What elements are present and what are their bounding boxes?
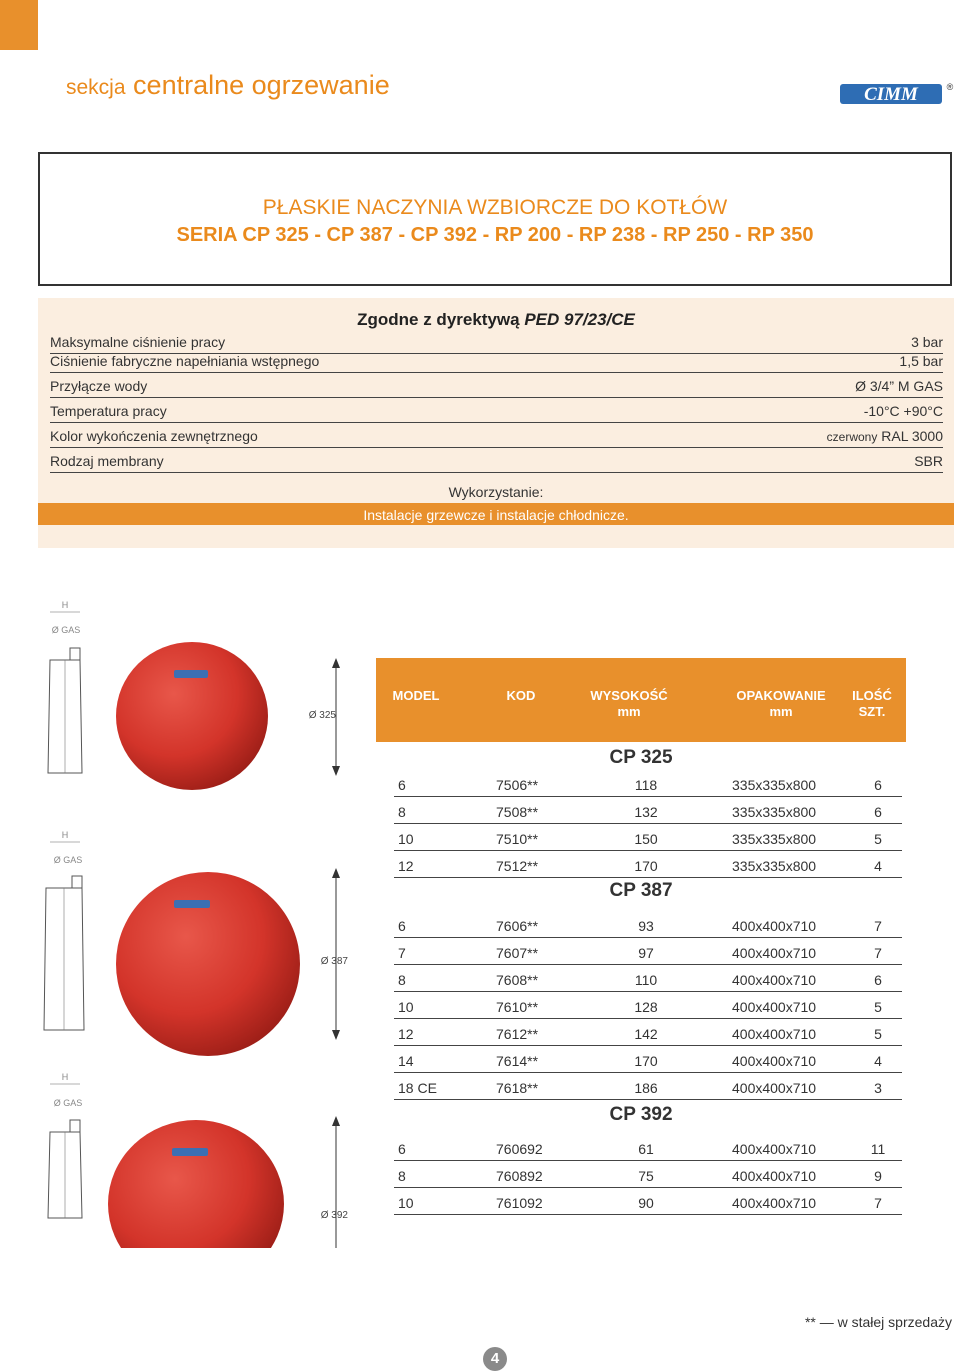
cell-wysokosc: 142	[634, 1026, 658, 1042]
red-tank	[116, 872, 300, 1056]
cell-wysokosc: 97	[638, 945, 654, 961]
spec-value: 1,5 bar	[899, 353, 943, 369]
title-box	[38, 152, 952, 286]
cell-wysokosc: 118	[634, 777, 658, 793]
spec-value: -10°C +90°C	[863, 403, 943, 419]
cell-opakowanie: 400x400x710	[732, 999, 817, 1015]
table-row	[394, 911, 902, 938]
header-text: KOD	[506, 688, 536, 703]
spec-value-color: czerwony	[826, 430, 878, 444]
cell-kod: 7506**	[496, 777, 539, 793]
page-number: 4	[483, 1347, 507, 1371]
cell-model: 6	[398, 777, 406, 793]
spec-heading	[38, 310, 954, 330]
spec-heading-text: Zgodne z dyrektywą	[357, 310, 525, 329]
cell-opakowanie: 400x400x710	[732, 1195, 817, 1211]
cell-ilosc: 5	[874, 831, 882, 847]
group-title-cp392: CP 392	[609, 1104, 673, 1125]
usage-bar	[38, 503, 954, 525]
spec-label: Kolor wykończenia zewnętrznego	[50, 428, 258, 444]
tank-photo-325	[116, 642, 340, 790]
section-header	[66, 70, 390, 101]
cell-ilosc: 6	[874, 804, 882, 820]
vessel-drawings	[36, 598, 366, 1248]
table-row	[394, 1073, 902, 1100]
tank-photo-392	[108, 1116, 348, 1248]
red-tank	[116, 642, 268, 790]
spec-value: SBR	[914, 453, 943, 469]
spec-value	[827, 428, 943, 444]
header-unit: mm	[617, 704, 641, 719]
table-row	[394, 1019, 902, 1046]
cell-model: 12	[398, 1026, 414, 1042]
cell-ilosc: 7	[874, 945, 882, 961]
cell-kod: 7612**	[496, 1026, 539, 1042]
spec-panel	[38, 298, 954, 548]
cell-kod: 7508**	[496, 804, 539, 820]
table-row	[394, 797, 902, 824]
cell-kod: 7510**	[496, 831, 539, 847]
cell-opakowanie: 335x335x800	[732, 777, 817, 793]
cell-ilosc: 5	[874, 999, 882, 1015]
connector	[72, 876, 82, 888]
cell-ilosc: 3	[874, 1080, 882, 1096]
table-row	[394, 1161, 902, 1188]
cell-opakowanie: 400x400x710	[732, 1168, 817, 1184]
header-accent-strip	[0, 0, 38, 50]
cell-ilosc: 11	[870, 1141, 886, 1157]
cell-ilosc: 6	[874, 777, 882, 793]
red-tank	[108, 1120, 284, 1248]
cell-kod: 7614**	[496, 1053, 539, 1069]
tank-label	[172, 1148, 208, 1156]
cell-model: 18 CE	[398, 1080, 437, 1096]
cell-opakowanie: 400x400x710	[732, 972, 817, 988]
cell-wysokosc: 90	[638, 1195, 654, 1211]
footnote: ** — w stałej sprzedaży	[804, 1314, 952, 1330]
cell-opakowanie: 400x400x710	[732, 1026, 817, 1042]
table-row	[394, 1134, 902, 1161]
usage-label: Wykorzystanie:	[448, 484, 544, 500]
spec-heading-directive: PED 97/23/CE	[524, 310, 635, 329]
usage-text: Instalacje grzewcze i instalacje chłodnicze.	[363, 507, 629, 523]
group-title-cp387: CP 387	[609, 880, 673, 901]
spec-value-ral: RAL 3000	[881, 428, 943, 444]
h-label: H	[61, 1072, 69, 1082]
spec-label: Ciśnienie fabryczne napełniania wstępnego	[50, 353, 320, 369]
header-model	[380, 688, 452, 704]
group-title-cp325: CP 325	[609, 747, 673, 768]
header-text: ILOŚĆ	[852, 688, 892, 703]
cell-wysokosc: 132	[634, 804, 658, 820]
h-label: H	[61, 830, 69, 840]
table-row	[394, 1046, 902, 1073]
diameter-label-392: Ø 392	[320, 1210, 348, 1221]
cell-opakowanie: 400x400x710	[732, 918, 817, 934]
logo-registered-mark: ®	[946, 82, 954, 92]
cell-kod: 7610**	[496, 999, 539, 1015]
cell-model: 10	[398, 999, 414, 1015]
header-kod	[494, 688, 548, 704]
header-opakowanie	[728, 688, 834, 720]
header-unit: SZT.	[858, 704, 886, 719]
spec-value: 3 bar	[911, 334, 943, 350]
arrow-down	[332, 766, 340, 776]
arrow-up	[332, 868, 340, 878]
cell-kod: 760692	[496, 1141, 543, 1157]
cell-opakowanie: 400x400x710	[732, 945, 817, 961]
logo-text: CIMM	[864, 84, 918, 105]
product-title: PŁASKIE NACZYNIA WZBIORCZE DO KOTŁÓW	[262, 196, 728, 219]
h-label: H	[61, 600, 69, 610]
series-title: SERIA CP 325 - CP 387 - CP 392 - RP 200 - RP 238 - RP 250 - RP 350	[176, 224, 814, 246]
cell-kod: 761092	[496, 1195, 543, 1211]
section-prefix: sekcja	[66, 76, 126, 99]
spec-value: Ø 3/4” M GAS	[855, 378, 943, 394]
cell-opakowanie: 335x335x800	[732, 804, 817, 820]
header-unit: mm	[769, 704, 793, 719]
table-row	[394, 851, 902, 878]
cell-wysokosc: 170	[634, 1053, 658, 1069]
cell-kod: 7512**	[496, 858, 539, 874]
header-ilosc	[844, 688, 900, 720]
spec-label: Temperatura pracy	[50, 403, 167, 419]
cell-opakowanie: 335x335x800	[732, 831, 817, 847]
connector	[70, 648, 80, 660]
cell-ilosc: 5	[874, 1026, 882, 1042]
cimm-logo	[838, 78, 956, 108]
spec-label: Rodzaj membrany	[50, 453, 164, 469]
arrow-up	[332, 658, 340, 668]
cell-opakowanie: 400x400x710	[732, 1141, 817, 1157]
arrow-down	[332, 1030, 340, 1040]
table-row	[394, 992, 902, 1019]
table-row	[394, 770, 902, 797]
gas-label: Ø GAS	[53, 855, 83, 865]
cell-ilosc: 7	[874, 918, 882, 934]
header-text: WYSOKOŚĆ	[590, 688, 668, 703]
table-row	[394, 1188, 902, 1215]
cell-wysokosc: 110	[634, 972, 658, 988]
spec-row	[50, 373, 943, 398]
cell-model: 7	[398, 945, 406, 961]
spec-row	[50, 348, 943, 373]
table-row	[394, 938, 902, 965]
spec-row	[50, 423, 943, 448]
cell-ilosc: 4	[874, 1053, 882, 1069]
cell-ilosc: 6	[874, 972, 882, 988]
header-wysokosc	[584, 688, 674, 720]
spec-label: Przyłącze wody	[50, 378, 148, 394]
cell-model: 8	[398, 972, 406, 988]
cell-model: 10	[398, 1195, 414, 1211]
side-view-drawing-325	[48, 600, 82, 773]
diameter-label-325: Ø 325	[308, 710, 336, 721]
section-name: centralne ogrzewanie	[133, 70, 390, 100]
tank-photo-387	[116, 868, 348, 1056]
side-view-drawing-387	[44, 830, 84, 1030]
cell-kod: 7618**	[496, 1080, 539, 1096]
tank-label	[174, 900, 210, 908]
cell-model: 12	[398, 858, 414, 874]
diameter-label-387: Ø 387	[320, 956, 348, 967]
cell-opakowanie: 335x335x800	[732, 858, 817, 874]
table-row	[394, 824, 902, 851]
cell-model: 14	[398, 1053, 414, 1069]
table-header	[376, 658, 906, 742]
cell-ilosc: 7	[874, 1195, 882, 1211]
cell-model: 6	[398, 918, 406, 934]
spec-row	[50, 448, 943, 473]
cell-wysokosc: 150	[634, 831, 658, 847]
cell-model: 8	[398, 1168, 406, 1184]
cell-opakowanie: 400x400x710	[732, 1053, 817, 1069]
cell-kod: 7608**	[496, 972, 539, 988]
table-row	[394, 965, 902, 992]
cell-ilosc: 9	[874, 1168, 882, 1184]
gas-label: Ø GAS	[51, 625, 81, 635]
cell-model: 6	[398, 1141, 406, 1157]
cell-wysokosc: 128	[634, 999, 658, 1015]
header-text: OPAKOWANIE	[736, 688, 826, 703]
cell-wysokosc: 93	[638, 918, 654, 934]
cell-kod: 760892	[496, 1168, 543, 1184]
cell-wysokosc: 61	[638, 1141, 654, 1157]
tank-label	[174, 670, 208, 678]
header-text: MODEL	[392, 688, 440, 703]
cell-model: 10	[398, 831, 414, 847]
gas-label: Ø GAS	[53, 1098, 83, 1108]
cell-kod: 7607**	[496, 945, 539, 961]
arrow-up	[332, 1116, 340, 1126]
cell-ilosc: 4	[874, 858, 882, 874]
spec-row	[50, 398, 943, 423]
cell-wysokosc: 186	[634, 1080, 658, 1096]
cell-model: 8	[398, 804, 406, 820]
side-view-drawing-392	[48, 1072, 82, 1218]
connector	[70, 1120, 80, 1132]
cell-wysokosc: 75	[638, 1168, 654, 1184]
spec-label: Maksymalne ciśnienie pracy	[50, 334, 226, 350]
cell-opakowanie: 400x400x710	[732, 1080, 817, 1096]
cell-wysokosc: 170	[634, 858, 658, 874]
cell-kod: 7606**	[496, 918, 539, 934]
